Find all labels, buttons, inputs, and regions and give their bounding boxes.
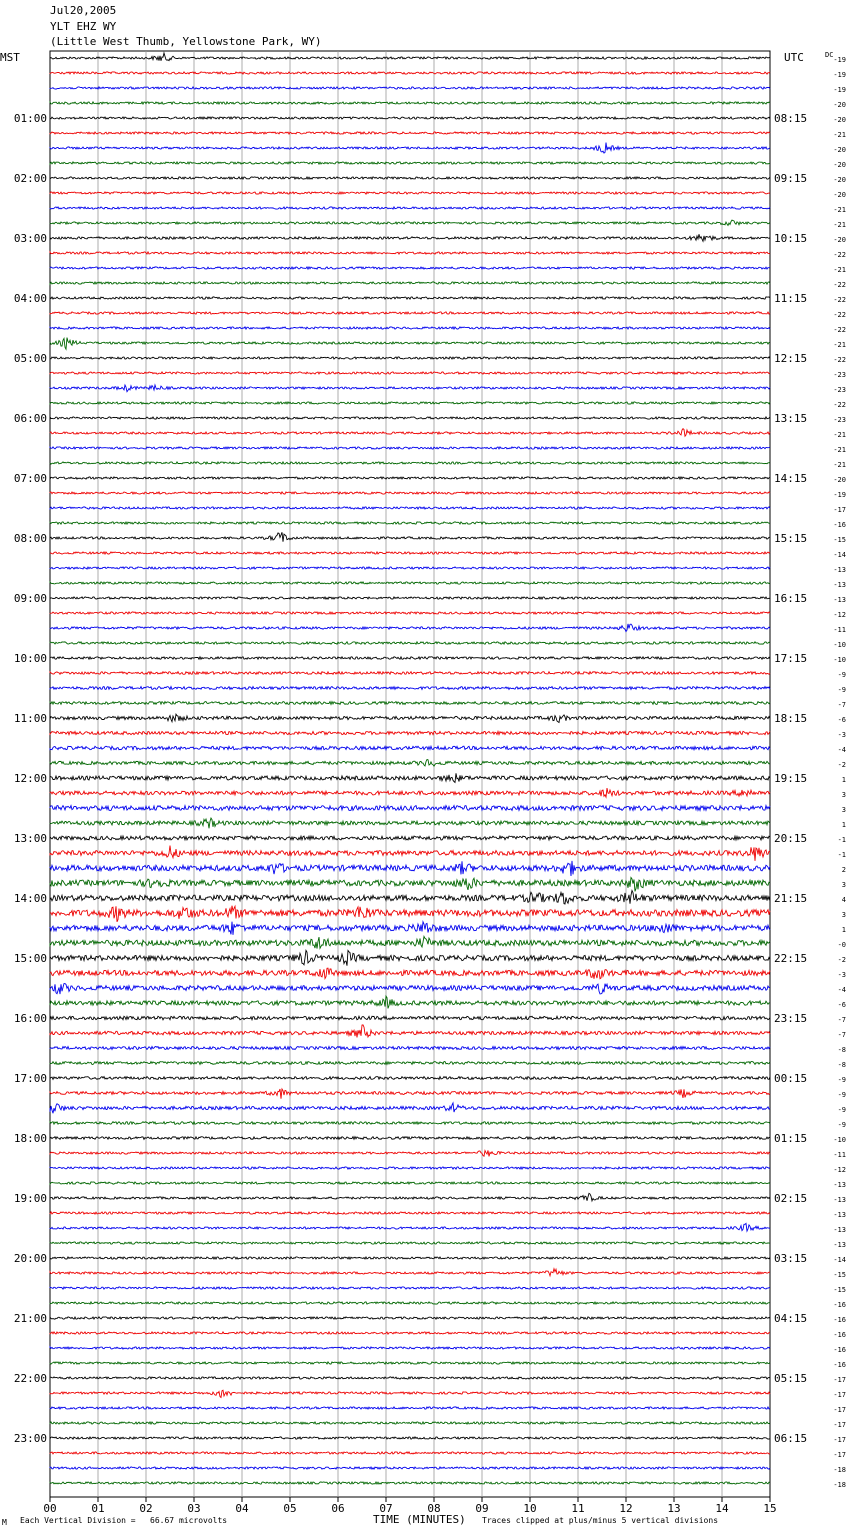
utc-hour-label: 16:15 xyxy=(774,592,808,605)
dc-offset-label: -20 xyxy=(833,236,846,244)
dc-offset-label: -19 xyxy=(833,71,846,79)
mst-hour-label: 03:00 xyxy=(13,232,47,245)
dc-offset-label: 1 xyxy=(841,926,846,934)
dc-offset-label: -6 xyxy=(837,716,846,724)
utc-hour-label: 11:15 xyxy=(774,292,808,305)
dc-offset-label: -16 xyxy=(833,1301,846,1309)
trace-line xyxy=(50,1437,770,1439)
trace-line xyxy=(50,760,770,767)
dc-offset-label: -9 xyxy=(837,1106,846,1114)
plot-date: Jul20,2005 xyxy=(50,4,117,17)
utc-hour-label: 08:15 xyxy=(774,112,808,125)
dc-offset-label: -17 xyxy=(833,506,846,514)
trace-line xyxy=(50,891,770,905)
utc-hour-label: 18:15 xyxy=(774,712,808,725)
trace-line xyxy=(50,1212,770,1214)
dc-offset-label: -16 xyxy=(833,521,846,529)
utc-hour-label: 06:15 xyxy=(774,1432,808,1445)
mst-hour-label: 09:00 xyxy=(13,592,47,605)
dc-offset-label: -21 xyxy=(833,266,846,274)
dc-offset-label: -16 xyxy=(833,1316,846,1324)
trace-line xyxy=(50,1122,770,1125)
dc-offset-label: -22 xyxy=(833,311,846,319)
mst-hour-label: 13:00 xyxy=(13,832,47,845)
mst-hour-label: 14:00 xyxy=(13,892,47,905)
mst-hour-label: 10:00 xyxy=(13,652,47,665)
trace-line xyxy=(50,1467,770,1469)
dc-offset-label: -4 xyxy=(837,746,846,754)
utc-hour-label: 10:15 xyxy=(774,232,808,245)
mst-hour-label: 20:00 xyxy=(13,1252,47,1265)
dc-offset-label: -10 xyxy=(833,641,846,649)
trace-line xyxy=(50,1137,770,1140)
trace-line xyxy=(50,687,770,690)
dc-offset-label: -13 xyxy=(833,596,846,604)
trace-line xyxy=(50,282,770,284)
trace-line xyxy=(50,773,770,782)
trace-line xyxy=(50,327,770,329)
trace-line xyxy=(50,492,770,494)
trace-line xyxy=(50,1257,770,1259)
trace-line xyxy=(50,507,770,509)
dc-offset-label: -11 xyxy=(833,1151,846,1159)
trace-line xyxy=(50,447,770,449)
dc-offset-label: -17 xyxy=(833,1421,846,1429)
dc-offset-label: -21 xyxy=(833,221,846,229)
trace-line xyxy=(50,950,770,965)
dc-offset-label: 3 xyxy=(841,806,846,814)
dc-offset-label: -0 xyxy=(837,941,846,949)
left-zone-label: MST xyxy=(0,51,20,64)
x-tick-label: 00 xyxy=(43,1502,57,1515)
trace-line xyxy=(50,836,770,840)
dc-offset-label: -17 xyxy=(833,1391,846,1399)
dc-offset-label: -15 xyxy=(833,1271,846,1279)
utc-hour-label: 09:15 xyxy=(774,172,808,185)
x-tick-label: 04 xyxy=(235,1502,249,1515)
x-tick-label: 01 xyxy=(91,1502,105,1515)
trace-line xyxy=(50,642,770,644)
utc-hour-label: 21:15 xyxy=(774,892,808,905)
trace-line xyxy=(50,429,770,437)
x-tick-label: 11 xyxy=(571,1502,585,1515)
trace-line xyxy=(50,1062,770,1065)
dc-offset-label: -3 xyxy=(837,971,846,979)
mst-hour-label: 23:00 xyxy=(13,1432,47,1445)
trace-line xyxy=(50,53,770,61)
trace-line xyxy=(50,1302,770,1304)
trace-line xyxy=(50,1103,770,1113)
trace-line xyxy=(50,922,770,935)
trace-line xyxy=(50,1025,770,1038)
x-axis-title: TIME (MINUTES) xyxy=(373,1513,466,1526)
dc-offset-label: 4 xyxy=(841,896,846,904)
utc-hour-label: 20:15 xyxy=(774,832,808,845)
dc-offset-label: -21 xyxy=(833,446,846,454)
mst-hour-label: 21:00 xyxy=(13,1312,47,1325)
trace-line xyxy=(50,72,770,74)
dc-offset-label: -7 xyxy=(837,1016,846,1024)
dc-offset-label: -7 xyxy=(837,1031,846,1039)
dc-offset-label: -15 xyxy=(833,1286,846,1294)
trace-line xyxy=(50,1182,770,1184)
station-location: (Little West Thumb, Yellowstone Park, WY) xyxy=(50,35,322,48)
dc-offset-label: -9 xyxy=(837,1091,846,1099)
trace-line xyxy=(50,597,770,599)
trace-line xyxy=(50,477,770,479)
mst-hour-label: 05:00 xyxy=(13,352,47,365)
dc-offset-label: -20 xyxy=(833,476,846,484)
dc-offset-label: -10 xyxy=(833,1136,846,1144)
x-tick-label: 14 xyxy=(715,1502,729,1515)
footer-mark: M xyxy=(2,1518,7,1527)
trace-line xyxy=(50,567,770,569)
x-tick-label: 05 xyxy=(283,1502,297,1515)
trace-line xyxy=(50,1422,770,1424)
trace-line xyxy=(50,1167,770,1169)
trace-line xyxy=(50,818,770,828)
dc-offset-label: -18 xyxy=(833,1481,846,1489)
dc-offset-label: -21 xyxy=(833,461,846,469)
trace-line xyxy=(50,102,770,104)
dc-offset-label: -22 xyxy=(833,296,846,304)
trace-line xyxy=(50,861,770,876)
utc-hour-label: 04:15 xyxy=(774,1312,808,1325)
trace-line xyxy=(50,624,770,632)
trace-line xyxy=(50,372,770,374)
dc-offset-label: -20 xyxy=(833,191,846,199)
trace-line xyxy=(50,1332,770,1334)
mst-hour-label: 08:00 xyxy=(13,532,47,545)
x-tick-label: 15 xyxy=(763,1502,777,1515)
dc-offset-label: -22 xyxy=(833,401,846,409)
dc-offset-label: -19 xyxy=(833,56,846,64)
trace-line xyxy=(50,996,770,1008)
dc-offset-label: -9 xyxy=(837,686,846,694)
dc-offset-label: -23 xyxy=(833,386,846,394)
trace-line xyxy=(50,1269,770,1276)
trace-line xyxy=(50,1077,770,1080)
x-tick-label: 13 xyxy=(667,1502,681,1515)
dc-offset-label: -7 xyxy=(837,701,846,709)
dc-offset-label: -23 xyxy=(833,371,846,379)
dc-offset-label: -9 xyxy=(837,671,846,679)
dc-offset-label: -1 xyxy=(837,851,846,859)
utc-hour-label: 17:15 xyxy=(774,652,808,665)
dc-offset-label: -20 xyxy=(833,146,846,154)
utc-hour-label: 13:15 xyxy=(774,412,808,425)
dc-offset-label: -1 xyxy=(837,836,846,844)
x-tick-label: 02 xyxy=(139,1502,153,1515)
trace-line xyxy=(50,357,770,359)
mst-hour-label: 12:00 xyxy=(13,772,47,785)
mst-hour-label: 16:00 xyxy=(13,1012,47,1025)
mst-hour-label: 17:00 xyxy=(13,1072,47,1085)
dc-offset-label: 3 xyxy=(841,791,846,799)
trace-line xyxy=(50,702,770,705)
dc-offset-label: -21 xyxy=(833,206,846,214)
dc-offset-label: -9 xyxy=(837,1076,846,1084)
dc-offset-label: -22 xyxy=(833,251,846,259)
utc-hour-label: 03:15 xyxy=(774,1252,808,1265)
x-tick-label: 07 xyxy=(379,1502,393,1515)
dc-offset-label: -4 xyxy=(837,986,846,994)
utc-hour-label: 01:15 xyxy=(774,1132,808,1145)
trace-line xyxy=(50,385,770,392)
dc-offset-label: -13 xyxy=(833,1211,846,1219)
dc-offset-label: -17 xyxy=(833,1451,846,1459)
trace-line xyxy=(50,1390,770,1397)
dc-offset-label: -13 xyxy=(833,1181,846,1189)
x-tick-label: 10 xyxy=(523,1502,537,1515)
dc-offset-label: -19 xyxy=(833,86,846,94)
trace-line xyxy=(50,936,770,948)
trace-line xyxy=(50,1482,770,1484)
trace-line xyxy=(50,1287,770,1289)
x-tick-label: 12 xyxy=(619,1502,633,1515)
mst-hour-label: 02:00 xyxy=(13,172,47,185)
trace-line xyxy=(50,846,770,861)
trace-line xyxy=(50,338,770,350)
dc-offset-label: -20 xyxy=(833,116,846,124)
mst-hour-label: 07:00 xyxy=(13,472,47,485)
trace-line xyxy=(50,162,770,164)
dc-offset-label: 1 xyxy=(841,821,846,829)
trace-line xyxy=(50,192,770,194)
mst-hour-label: 06:00 xyxy=(13,412,47,425)
dc-offset-label: -3 xyxy=(837,731,846,739)
utc-hour-label: 22:15 xyxy=(774,952,808,965)
x-tick-label: 03 xyxy=(187,1502,201,1515)
dc-offset-label: -22 xyxy=(833,356,846,364)
dc-offset-label: -19 xyxy=(833,491,846,499)
dc-offset-label: -13 xyxy=(833,1226,846,1234)
dc-offset-label: -16 xyxy=(833,1361,846,1369)
dc-offset-label: -20 xyxy=(833,161,846,169)
utc-hour-label: 12:15 xyxy=(774,352,808,365)
dc-offset-label: -17 xyxy=(833,1436,846,1444)
dc-offset-label: 3 xyxy=(841,881,846,889)
trace-line xyxy=(50,252,770,254)
utc-hour-label: 02:15 xyxy=(774,1192,808,1205)
dc-offset-label: -16 xyxy=(833,1346,846,1354)
utc-hour-label: 15:15 xyxy=(774,532,808,545)
seismic-traces xyxy=(50,53,770,1484)
trace-line xyxy=(50,714,770,722)
mst-hour-label: 01:00 xyxy=(13,112,47,125)
trace-line xyxy=(50,143,770,154)
dc-offset-label: -13 xyxy=(833,566,846,574)
trace-line xyxy=(50,87,770,89)
dc-offset-label: -13 xyxy=(833,581,846,589)
right-zone-label: UTC xyxy=(784,51,804,64)
trace-line xyxy=(50,1150,770,1156)
station-name: YLT EHZ WY xyxy=(50,20,117,33)
dc-offset-label: -20 xyxy=(833,176,846,184)
utc-hour-label: 14:15 xyxy=(774,472,808,485)
trace-line xyxy=(50,417,770,419)
dc-offset-label: 2 xyxy=(841,866,846,874)
dc-offset-label: -18 xyxy=(833,1466,846,1474)
dc-offset-label: -14 xyxy=(833,1256,846,1264)
trace-line xyxy=(50,1362,770,1364)
dc-header: DC xyxy=(825,51,834,59)
trace-line xyxy=(50,906,770,922)
trace-line xyxy=(50,1193,770,1201)
trace-line xyxy=(50,968,770,979)
trace-line xyxy=(50,532,770,541)
dc-offset-label: -23 xyxy=(833,416,846,424)
trace-line xyxy=(50,1089,770,1099)
dc-offset-label: -20 xyxy=(833,101,846,109)
dc-offset-label: -22 xyxy=(833,281,846,289)
trace-line xyxy=(50,1377,770,1379)
mst-hour-label: 18:00 xyxy=(13,1132,47,1145)
clip-note: Traces clipped at plus/minus 5 vertical divisions xyxy=(482,1516,719,1525)
trace-line xyxy=(50,984,770,995)
dc-offset-label: -9 xyxy=(837,1121,846,1129)
dc-offset-label: -21 xyxy=(833,341,846,349)
mst-hour-label: 15:00 xyxy=(13,952,47,965)
x-tick-label: 08 xyxy=(427,1502,441,1515)
trace-line xyxy=(50,552,770,554)
trace-line xyxy=(50,1347,770,1349)
trace-line xyxy=(50,878,770,892)
dc-offset-label: -16 xyxy=(833,1331,846,1339)
trace-line xyxy=(50,522,770,524)
trace-line xyxy=(50,1242,770,1244)
dc-offset-label: -8 xyxy=(837,1046,846,1054)
mst-hour-label: 19:00 xyxy=(13,1192,47,1205)
x-tick-label: 06 xyxy=(331,1502,345,1515)
trace-line xyxy=(50,132,770,134)
dc-offset-label: -11 xyxy=(833,626,846,634)
dc-offset-label: -13 xyxy=(833,1196,846,1204)
dc-offset-label: -21 xyxy=(833,431,846,439)
utc-hour-label: 05:15 xyxy=(774,1372,808,1385)
trace-line xyxy=(50,234,770,241)
trace-line xyxy=(50,806,770,811)
trace-line xyxy=(50,746,770,750)
trace-line xyxy=(50,1317,770,1319)
dc-offset-label: -2 xyxy=(837,761,846,769)
x-tick-label: 09 xyxy=(475,1502,489,1515)
trace-line xyxy=(50,297,770,299)
dc-offset-label: -10 xyxy=(833,656,846,664)
dc-offset-label: 1 xyxy=(841,776,846,784)
trace-line xyxy=(50,731,770,734)
dc-offset-label: -8 xyxy=(837,1061,846,1069)
scale-note: Each Vertical Division = 66.67 microvolts xyxy=(20,1516,228,1525)
dc-offset-label: -15 xyxy=(833,536,846,544)
dc-offset-label: -17 xyxy=(833,1406,846,1414)
trace-line xyxy=(50,117,770,119)
utc-hour-label: 00:15 xyxy=(774,1072,808,1085)
dc-offset-label: -13 xyxy=(833,1241,846,1249)
trace-line xyxy=(50,582,770,584)
trace-line xyxy=(50,462,770,464)
trace-line xyxy=(50,312,770,314)
trace-line xyxy=(50,177,770,179)
mst-hour-label: 11:00 xyxy=(13,712,47,725)
dc-offset-label: -6 xyxy=(837,1001,846,1009)
dc-offset-label: -2 xyxy=(837,956,846,964)
trace-line xyxy=(50,1407,770,1409)
dc-offset-label: -17 xyxy=(833,1376,846,1384)
dc-offset-label: -12 xyxy=(833,1166,846,1174)
trace-line xyxy=(50,207,770,209)
trace-line xyxy=(50,267,770,269)
dc-offset-label: -21 xyxy=(833,131,846,139)
mst-hour-label: 22:00 xyxy=(13,1372,47,1385)
trace-line xyxy=(50,1047,770,1050)
utc-hour-label: 19:15 xyxy=(774,772,808,785)
trace-line xyxy=(50,402,770,404)
utc-hour-label: 23:15 xyxy=(774,1012,808,1025)
dc-offset-label: -14 xyxy=(833,551,846,559)
trace-line xyxy=(50,612,770,614)
dc-offset-label: 3 xyxy=(841,911,846,919)
trace-line xyxy=(50,1452,770,1454)
mst-hour-label: 04:00 xyxy=(13,292,47,305)
trace-line xyxy=(50,220,770,225)
trace-line xyxy=(50,1223,770,1231)
dc-offset-label: -22 xyxy=(833,326,846,334)
axis-labels xyxy=(0,51,846,1515)
trace-line xyxy=(50,788,770,797)
trace-line xyxy=(50,672,770,675)
dc-offset-label: -12 xyxy=(833,611,846,619)
trace-line xyxy=(50,657,770,659)
trace-line xyxy=(50,1016,770,1020)
